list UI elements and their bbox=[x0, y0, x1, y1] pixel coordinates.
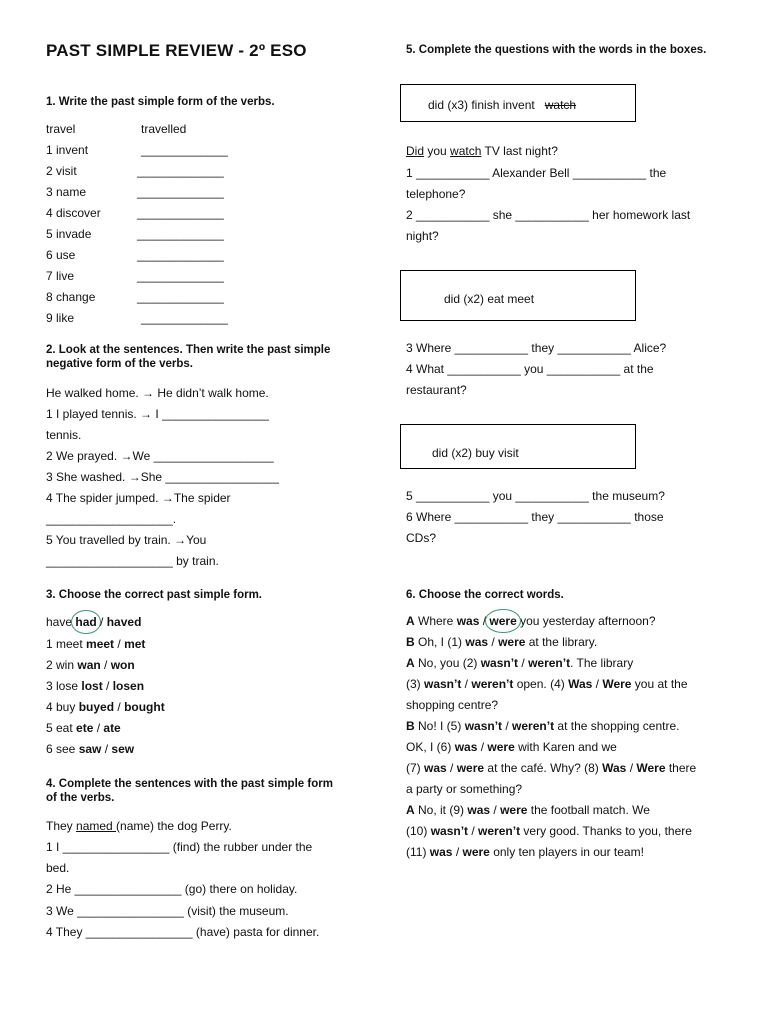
ex3-option-1: meet bbox=[86, 637, 115, 651]
ex1-answer-blank: _____________ bbox=[137, 227, 224, 241]
ex6-option: Was bbox=[568, 677, 593, 691]
ex3-item-verb: 2 win bbox=[46, 658, 78, 672]
ex6-option: weren’t bbox=[512, 719, 555, 733]
ex3-separator: / bbox=[114, 637, 125, 651]
ex6-option: A bbox=[406, 803, 415, 817]
ex6-text: / bbox=[452, 845, 463, 859]
ex3-example bbox=[46, 615, 141, 629]
ex5-heading: 5. Complete the questions with the words in the boxes. bbox=[406, 44, 707, 56]
ex1-verb: 6 use bbox=[46, 248, 76, 262]
ex3-separator: / bbox=[114, 700, 125, 714]
ex6-option: was bbox=[467, 803, 491, 817]
ex3-option-1: ete bbox=[76, 721, 94, 735]
ex2-line: ___________________. bbox=[46, 512, 177, 526]
ex6-option: Was bbox=[602, 761, 627, 775]
ex6-text: (10) bbox=[406, 824, 431, 838]
ex3-separator: / bbox=[102, 679, 113, 693]
ex5-line: CDs? bbox=[406, 531, 437, 545]
ex6-line bbox=[406, 614, 656, 628]
ex3-option-1: lost bbox=[81, 679, 103, 693]
word-box-1-words: did (x3) finish invent bbox=[428, 98, 535, 112]
ex1-verb: 4 discover bbox=[46, 206, 101, 220]
ex1-answer-blank: _____________ bbox=[137, 164, 224, 178]
ex6-text: / bbox=[477, 740, 488, 754]
ex3-option-2: met bbox=[124, 637, 146, 651]
ex6-text: (3) bbox=[406, 677, 424, 691]
ex6-text: / bbox=[518, 656, 529, 670]
ex6-option: Were bbox=[602, 677, 632, 691]
ex6-option: B bbox=[406, 719, 415, 733]
ex3-separator: / bbox=[100, 658, 111, 672]
ex6-option: weren’t bbox=[528, 656, 571, 670]
ex3-option-1: wan bbox=[77, 658, 101, 672]
ex1-example-verb: travel bbox=[46, 122, 76, 136]
ex5-example-mid: you bbox=[424, 144, 451, 158]
word-box-1-text bbox=[428, 98, 576, 112]
ex3-item bbox=[46, 637, 145, 651]
ex3-example-prefix: have bbox=[46, 615, 76, 629]
ex6-text: at the café. Why? (8) bbox=[484, 761, 603, 775]
ex3-item-verb: 3 lose bbox=[46, 679, 82, 693]
ex6-text: / bbox=[479, 614, 490, 628]
ex1-verb: 5 invade bbox=[46, 227, 92, 241]
ex6-text: Where bbox=[414, 614, 457, 628]
ex6-text: / bbox=[626, 761, 637, 775]
ex1-verb: 7 live bbox=[46, 269, 75, 283]
ex3-item-verb: 1 meet bbox=[46, 637, 87, 651]
word-box-2 bbox=[400, 270, 636, 321]
ex6-text: / bbox=[490, 803, 501, 817]
ex3-item-verb: 4 buy bbox=[46, 700, 79, 714]
ex3-option-2: ate bbox=[103, 721, 121, 735]
ex6-line bbox=[406, 698, 498, 712]
ex6-text: / bbox=[468, 824, 479, 838]
ex4-example-post: (name) the dog Perry. bbox=[116, 819, 232, 833]
ex6-option: were bbox=[456, 761, 485, 775]
word-box-2-text: did (x2) eat meet bbox=[444, 292, 535, 306]
ex3-separator: / bbox=[101, 742, 112, 756]
ex4-line: 4 They ________________ (have) pasta for dinner. bbox=[46, 925, 320, 939]
ex5-line: 6 Where ___________ they ___________ those bbox=[406, 510, 664, 524]
word-box-3-text: did (x2) buy visit bbox=[432, 446, 519, 460]
ex6-option: was bbox=[454, 740, 478, 754]
ex6-option: Were bbox=[636, 761, 666, 775]
ex3-item bbox=[46, 658, 135, 672]
ex5-line: 2 ___________ she ___________ her homework last bbox=[406, 208, 691, 222]
ex6-line bbox=[406, 677, 688, 691]
ex3-example-sep: / bbox=[96, 615, 107, 629]
ex6-line bbox=[406, 824, 692, 838]
ex4-example-answer: named bbox=[76, 819, 117, 833]
ex3-item bbox=[46, 679, 144, 693]
ex6-option: were bbox=[498, 635, 526, 649]
ex2-line: 2 We prayed. →We __________________ bbox=[46, 449, 274, 463]
ex3-option-2: bought bbox=[124, 700, 165, 714]
ex5-line: night? bbox=[406, 229, 439, 243]
ex6-option: were bbox=[487, 740, 515, 754]
ex3-example-option2: haved bbox=[106, 615, 142, 629]
ex2-line: 5 You travelled by train. →You bbox=[46, 533, 207, 547]
ex6-text: (7) bbox=[406, 761, 424, 775]
ex6-option: wasn’t bbox=[480, 656, 519, 670]
ex6-text: No, it (9) bbox=[414, 803, 468, 817]
ex6-option: A bbox=[406, 656, 415, 670]
ex5-example-post: TV last night? bbox=[481, 144, 558, 158]
ex6-text: . The library bbox=[570, 656, 634, 670]
ex6-option: weren’t bbox=[478, 824, 521, 838]
ex6-line bbox=[406, 656, 633, 670]
ex3-item-verb: 6 see bbox=[46, 742, 79, 756]
ex5-line: 4 What ___________ you ___________ at the bbox=[406, 362, 654, 376]
ex4-line: bed. bbox=[46, 861, 70, 875]
ex5-example-did: Did bbox=[406, 144, 425, 158]
ex2-line: 3 She washed. →She _________________ bbox=[46, 470, 279, 484]
ex3-option-2: won bbox=[110, 658, 135, 672]
ex6-line bbox=[406, 635, 597, 649]
ex5-line: restaurant? bbox=[406, 383, 467, 397]
ex6-text: there bbox=[665, 761, 697, 775]
ex3-item bbox=[46, 700, 165, 714]
ex1-verb: 2 visit bbox=[46, 164, 77, 178]
ex6-option: wasn’t bbox=[430, 824, 469, 838]
ex6-line bbox=[406, 719, 679, 733]
ex3-option-1: buyed bbox=[78, 700, 115, 714]
ex6-text: you yesterday afternoon? bbox=[516, 614, 656, 628]
ex6-option: was bbox=[465, 635, 489, 649]
ex4-line: 3 We ________________ (visit) the museum. bbox=[46, 904, 289, 918]
ex6-text: you at the bbox=[631, 677, 688, 691]
ex1-answer-blank: _____________ bbox=[141, 311, 228, 325]
ex1-example-answer: travelled bbox=[141, 122, 187, 136]
ex1-heading: 1. Write the past simple form of the verbs. bbox=[46, 96, 275, 108]
ex3-option-2: losen bbox=[112, 679, 145, 693]
ex4-heading: 4. Complete the sentences with the past simple form of the verbs. bbox=[46, 778, 333, 804]
ex6-text: only ten players in our team! bbox=[489, 845, 644, 859]
ex6-text: open. (4) bbox=[513, 677, 569, 691]
ex6-line bbox=[406, 803, 650, 817]
word-box-3 bbox=[400, 424, 636, 469]
ex6-text: No, you (2) bbox=[414, 656, 481, 670]
ex6-option: was bbox=[424, 761, 447, 775]
ex1-verb: 8 change bbox=[46, 290, 96, 304]
ex6-text: at the library. bbox=[525, 635, 598, 649]
ex6-text: the football match. We bbox=[527, 803, 650, 817]
ex5-example-watch: watch bbox=[450, 144, 482, 158]
ex6-option: B bbox=[406, 635, 415, 649]
ex2-line: 1 I played tennis. → I ________________ bbox=[46, 407, 269, 421]
ex6-option: A bbox=[406, 614, 415, 628]
ex6-circled-answer: were bbox=[489, 614, 517, 628]
ex6-option: were bbox=[500, 803, 528, 817]
ex5-line: telephone? bbox=[406, 187, 466, 201]
word-box-1 bbox=[400, 84, 636, 122]
ex2-line: 4 The spider jumped. →The spider bbox=[46, 491, 231, 505]
ex5-line: 1 ___________ Alexander Bell ___________ the bbox=[406, 166, 667, 180]
ex3-option-1: saw bbox=[78, 742, 102, 756]
ex6-option: were bbox=[462, 845, 490, 859]
ex6-text: / bbox=[461, 677, 472, 691]
ex5-line: 5 ___________ you ___________ the museum? bbox=[406, 489, 665, 503]
ex6-line bbox=[406, 740, 617, 754]
ex6-option: was bbox=[429, 845, 453, 859]
ex6-text: / bbox=[488, 635, 499, 649]
ex6-text: OK, I (6) bbox=[406, 740, 455, 754]
ex2-line: He walked home. → He didn’t walk home. bbox=[46, 386, 269, 400]
ex3-heading: 3. Choose the correct past simple form. bbox=[46, 589, 263, 601]
ex2-line: ___________________ by train. bbox=[46, 554, 219, 568]
ex4-line: 2 He ________________ (go) there on holiday. bbox=[46, 882, 298, 896]
ex6-option: wasn’t bbox=[464, 719, 503, 733]
ex2-line: tennis. bbox=[46, 428, 82, 442]
ex4-line: 1 I ________________ (find) the rubber under the bbox=[46, 840, 313, 854]
ex1-verb: 1 invent bbox=[46, 143, 89, 157]
ex6-line bbox=[406, 782, 522, 796]
ex6-text: a party or something? bbox=[406, 782, 523, 796]
word-box-1-struck-word: watch bbox=[544, 98, 577, 112]
ex6-text: (11) bbox=[406, 845, 430, 859]
ex5-example bbox=[406, 144, 558, 158]
ex6-text: Oh, I (1) bbox=[414, 635, 466, 649]
ex4-example-pre: They bbox=[46, 819, 77, 833]
ex1-verb: 9 like bbox=[46, 311, 75, 325]
ex6-text: No! I (5) bbox=[414, 719, 465, 733]
ex3-example-circled-answer: had bbox=[75, 615, 97, 629]
ex2-heading: 2. Look at the sentences. Then write the past simple negative form of the verbs. bbox=[46, 344, 331, 370]
ex6-text: with Karen and we bbox=[514, 740, 617, 754]
ex6-line bbox=[406, 761, 696, 775]
ex1-answer-blank: _____________ bbox=[137, 290, 224, 304]
ex5-line: 3 Where ___________ they ___________ Alice? bbox=[406, 341, 667, 355]
ex1-answer-blank: _____________ bbox=[137, 185, 224, 199]
ex6-option: was bbox=[456, 614, 480, 628]
ex6-text: very good. Thanks to you, there bbox=[520, 824, 692, 838]
ex6-text: / bbox=[592, 677, 603, 691]
ex6-text: / bbox=[446, 761, 457, 775]
ex1-answer-blank: _____________ bbox=[137, 269, 224, 283]
ex6-text: / bbox=[502, 719, 513, 733]
ex1-answer-blank: _____________ bbox=[141, 143, 228, 157]
ex6-text: at the shopping centre. bbox=[554, 719, 680, 733]
ex3-item-verb: 5 eat bbox=[46, 721, 77, 735]
ex3-item bbox=[46, 721, 121, 735]
ex6-option: weren’t bbox=[471, 677, 514, 691]
ex6-option: wasn’t bbox=[424, 677, 462, 691]
ex6-text: shopping centre? bbox=[406, 698, 499, 712]
ex6-heading: 6. Choose the correct words. bbox=[406, 589, 564, 601]
ex1-answer-blank: _____________ bbox=[137, 248, 224, 262]
ex1-verb: 3 name bbox=[46, 185, 87, 199]
ex3-option-2: sew bbox=[111, 742, 135, 756]
ex4-example bbox=[46, 819, 232, 833]
page-title: PAST SIMPLE REVIEW - 2º ESO bbox=[46, 41, 307, 60]
ex6-line bbox=[406, 845, 644, 859]
ex3-item bbox=[46, 742, 134, 756]
ex3-separator: / bbox=[93, 721, 104, 735]
ex1-answer-blank: _____________ bbox=[137, 206, 224, 220]
